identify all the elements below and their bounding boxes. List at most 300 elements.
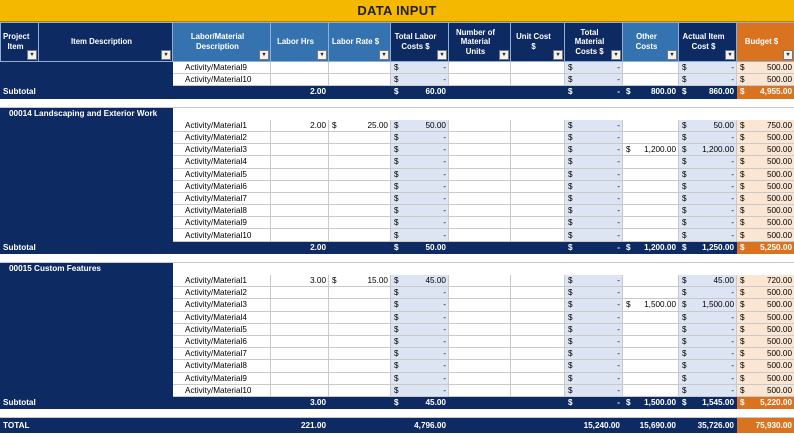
- currency-symbol: $: [682, 63, 687, 73]
- project-item-cell: [1, 192, 39, 204]
- budget-total: [737, 396, 794, 408]
- budget-cell[interactable]: [737, 205, 794, 217]
- project-item-cell: [1, 62, 39, 74]
- unit-cost-cell[interactable]: [511, 217, 565, 229]
- activity-cell[interactable]: Activity/Material9: [173, 217, 271, 229]
- material-units-cell[interactable]: [449, 74, 511, 86]
- labor-hrs-cell[interactable]: [271, 74, 329, 86]
- labor-hrs-cell[interactable]: 3.00: [271, 275, 329, 287]
- cell-value: -: [617, 373, 620, 383]
- labor-hrs-cell[interactable]: [271, 372, 329, 384]
- labor-rate-cell[interactable]: [329, 156, 391, 168]
- actual-cost-cell: [679, 335, 737, 347]
- cell-value: 500.00: [766, 169, 792, 179]
- activity-cell[interactable]: Activity/Material5: [173, 168, 271, 180]
- table-row: [1, 287, 794, 299]
- activity-cell[interactable]: Activity/Material10: [173, 74, 271, 86]
- item-description-cell: [39, 192, 173, 204]
- material-units-cell[interactable]: [449, 323, 511, 335]
- table-row: [1, 144, 794, 156]
- other-costs-cell[interactable]: [623, 168, 679, 180]
- total-material-cell: [565, 62, 623, 74]
- table-row: [1, 323, 794, 335]
- budget-cell[interactable]: [737, 74, 794, 86]
- labor-rate-cell[interactable]: [329, 74, 391, 86]
- currency-symbol: $: [394, 276, 399, 286]
- activity-cell[interactable]: Activity/Material7: [173, 348, 271, 360]
- unit-cost-cell[interactable]: [511, 372, 565, 384]
- currency-symbol: $: [394, 324, 399, 334]
- labor-rate-cell[interactable]: [329, 168, 391, 180]
- cell-value: -: [443, 181, 446, 191]
- labor-hrs-cell[interactable]: [271, 144, 329, 156]
- cell-value: -: [617, 87, 620, 97]
- activity-cell[interactable]: Activity/Material10: [173, 229, 271, 241]
- total-labor-cell: [391, 229, 449, 241]
- currency-symbol: $: [626, 397, 631, 407]
- other-costs-cell[interactable]: [623, 335, 679, 347]
- labor-rate-cell[interactable]: [329, 323, 391, 335]
- cell-value: -: [617, 300, 620, 310]
- labor-rate-cell[interactable]: [329, 372, 391, 384]
- activity-cell[interactable]: Activity/Material6: [173, 335, 271, 347]
- activity-cell[interactable]: Activity/Material7: [173, 192, 271, 204]
- unit-cost-cell[interactable]: [511, 74, 565, 86]
- cell-value: -: [617, 337, 620, 347]
- header-unit-cost: Unit Cost $ ▾: [511, 23, 565, 62]
- budget-cell[interactable]: [737, 287, 794, 299]
- unit-cost-cell[interactable]: [511, 168, 565, 180]
- cell-value: -: [443, 193, 446, 203]
- cell-value: -: [617, 385, 620, 395]
- currency-symbol: $: [682, 120, 687, 130]
- currency-symbol: $: [568, 230, 573, 240]
- labor-rate-cell[interactable]: [329, 311, 391, 323]
- activity-cell[interactable]: Activity/Material6: [173, 180, 271, 192]
- other-costs-cell[interactable]: [623, 217, 679, 229]
- material-units-cell[interactable]: [449, 205, 511, 217]
- labor-hrs-cell[interactable]: [271, 323, 329, 335]
- unit-cost-cell[interactable]: [511, 144, 565, 156]
- filter-dropdown-icon[interactable]: ▾: [437, 50, 447, 60]
- unit-cost-cell[interactable]: [511, 192, 565, 204]
- labor-rate-cell[interactable]: [329, 119, 391, 131]
- material-units-cell[interactable]: [449, 335, 511, 347]
- cell-value: 500.00: [766, 385, 792, 395]
- material-units-cell[interactable]: [449, 62, 511, 74]
- subtotal-row: [1, 86, 794, 98]
- budget-cell[interactable]: [737, 323, 794, 335]
- cell-value: -: [443, 206, 446, 216]
- unit-cost-cell[interactable]: [511, 119, 565, 131]
- labor-hrs-cell[interactable]: [271, 287, 329, 299]
- table-row: [1, 360, 794, 372]
- currency-symbol: $: [394, 242, 399, 252]
- cell-value: 25.00: [367, 120, 388, 130]
- labor-hrs-cell[interactable]: [271, 192, 329, 204]
- unit-cost-cell[interactable]: [511, 348, 565, 360]
- unit-cost-cell[interactable]: [511, 156, 565, 168]
- labor-rate-cell[interactable]: [329, 192, 391, 204]
- currency-symbol: $: [682, 145, 687, 155]
- unit-cost-cell[interactable]: [511, 287, 565, 299]
- cell-value: -: [731, 361, 734, 371]
- labor-hrs-cell[interactable]: [271, 311, 329, 323]
- currency-symbol: $: [568, 75, 573, 85]
- item-description-cell: [39, 119, 173, 131]
- cell-value: -: [617, 361, 620, 371]
- material-units-cell[interactable]: [449, 311, 511, 323]
- labor-rate-cell[interactable]: [329, 217, 391, 229]
- subtotal-label: Subtotal: [1, 241, 271, 253]
- budget-total: [737, 241, 794, 253]
- activity-cell[interactable]: Activity/Material3: [173, 299, 271, 311]
- unit-cost-cell[interactable]: [511, 205, 565, 217]
- currency-symbol: $: [568, 157, 573, 167]
- item-description-cell: [39, 144, 173, 156]
- budget-cell[interactable]: [737, 168, 794, 180]
- currency-symbol: $: [568, 337, 573, 347]
- material-units-cell[interactable]: [449, 299, 511, 311]
- filter-dropdown-icon[interactable]: ▾: [611, 50, 621, 60]
- unit-cost-cell[interactable]: [511, 323, 565, 335]
- cell-value: -: [731, 288, 734, 298]
- labor-hrs-cell[interactable]: [271, 156, 329, 168]
- other-costs-cell[interactable]: [623, 180, 679, 192]
- labor-rate-cell[interactable]: [329, 360, 391, 372]
- other-costs-cell[interactable]: [623, 275, 679, 287]
- material-units-cell[interactable]: [449, 360, 511, 372]
- labor-rate-cell[interactable]: [329, 335, 391, 347]
- currency-symbol: $: [682, 193, 687, 203]
- sheet-title: DATA INPUT: [0, 0, 794, 22]
- labor-hrs-cell[interactable]: [271, 217, 329, 229]
- subtotal-label: Subtotal: [1, 396, 271, 408]
- filter-dropdown-icon[interactable]: ▾: [499, 50, 509, 60]
- labor-hrs-cell[interactable]: [271, 229, 329, 241]
- currency-symbol: $: [568, 373, 573, 383]
- unit-cost-cell[interactable]: [511, 62, 565, 74]
- activity-cell[interactable]: Activity/Material1: [173, 275, 271, 287]
- other-costs-cell[interactable]: [623, 323, 679, 335]
- currency-symbol: $: [626, 242, 631, 252]
- material-units-cell[interactable]: [449, 348, 511, 360]
- labor-rate-cell[interactable]: [329, 299, 391, 311]
- material-units-cell[interactable]: [449, 217, 511, 229]
- labor-hrs-cell[interactable]: [271, 205, 329, 217]
- currency-symbol: $: [568, 63, 573, 73]
- filter-dropdown-icon[interactable]: ▾: [783, 50, 793, 60]
- project-item-cell: [1, 168, 39, 180]
- other-costs-cell[interactable]: [623, 360, 679, 372]
- currency-symbol: $: [740, 385, 745, 395]
- material-units-cell[interactable]: [449, 168, 511, 180]
- currency-symbol: $: [568, 181, 573, 191]
- budget-cell[interactable]: [737, 335, 794, 347]
- cell-value: 1,500.00: [644, 397, 676, 407]
- header-total-labor-costs: Total Labor Costs $ ▾: [391, 23, 449, 62]
- filter-dropdown-icon[interactable]: ▾: [161, 50, 171, 60]
- budget-cell[interactable]: [737, 144, 794, 156]
- other-costs-cell[interactable]: [623, 229, 679, 241]
- table-row: [1, 168, 794, 180]
- currency-symbol: $: [740, 230, 745, 240]
- budget-cell[interactable]: [737, 192, 794, 204]
- header-labor-material-description: Labor/Material Description ▾: [173, 23, 271, 62]
- budget-cell[interactable]: [737, 348, 794, 360]
- total-labor-cell: [391, 299, 449, 311]
- budget-cell[interactable]: [737, 62, 794, 74]
- labor-hrs-cell[interactable]: [271, 131, 329, 143]
- item-description-cell: [39, 180, 173, 192]
- project-item-cell: [1, 131, 39, 143]
- material-units-cell[interactable]: [449, 144, 511, 156]
- other-costs-cell[interactable]: [623, 74, 679, 86]
- unit-cost-cell[interactable]: [511, 299, 565, 311]
- material-units-cell[interactable]: [449, 275, 511, 287]
- cell-value: -: [731, 169, 734, 179]
- cell-value: 60.00: [425, 87, 446, 97]
- filter-dropdown-icon[interactable]: ▾: [317, 50, 327, 60]
- cell-value: -: [617, 133, 620, 143]
- activity-cell[interactable]: Activity/Material1: [173, 119, 271, 131]
- cell-value: 500.00: [766, 349, 792, 359]
- cell-value: 500.00: [766, 337, 792, 347]
- currency-symbol: $: [682, 373, 687, 383]
- actual-cost-cell: [679, 360, 737, 372]
- budget-cell[interactable]: [737, 275, 794, 287]
- labor-rate-cell[interactable]: [329, 205, 391, 217]
- labor-hrs-cell[interactable]: [271, 168, 329, 180]
- total-material-cell: [565, 360, 623, 372]
- total-material-cell: [565, 275, 623, 287]
- activity-cell[interactable]: Activity/Material9: [173, 62, 271, 74]
- labor-hrs-cell[interactable]: [271, 335, 329, 347]
- labor-hrs-cell[interactable]: [271, 180, 329, 192]
- labor-rate-cell[interactable]: [329, 287, 391, 299]
- unit-cost-total: [511, 86, 565, 98]
- cell-value: -: [731, 206, 734, 216]
- other-costs-cell[interactable]: [623, 348, 679, 360]
- currency-symbol: $: [740, 324, 745, 334]
- item-description-cell: [39, 287, 173, 299]
- filter-dropdown-icon[interactable]: ▾: [553, 50, 563, 60]
- other-costs-cell[interactable]: [623, 287, 679, 299]
- other-costs-cell[interactable]: [623, 311, 679, 323]
- currency-symbol: $: [740, 242, 745, 252]
- unit-cost-cell[interactable]: [511, 384, 565, 396]
- total-material-cell: [565, 119, 623, 131]
- budget-cell[interactable]: [737, 311, 794, 323]
- cell-value: 720.00: [766, 276, 792, 286]
- currency-symbol: $: [740, 349, 745, 359]
- filter-dropdown-icon[interactable]: ▾: [27, 50, 37, 60]
- activity-cell[interactable]: Activity/Material8: [173, 205, 271, 217]
- other-costs-cell[interactable]: [623, 372, 679, 384]
- total-labor-cell: [391, 360, 449, 372]
- header-row: [1, 23, 794, 62]
- unit-cost-cell[interactable]: [511, 229, 565, 241]
- other-costs-cell[interactable]: [623, 384, 679, 396]
- budget-cell[interactable]: [737, 156, 794, 168]
- budget-cell[interactable]: [737, 180, 794, 192]
- activity-cell[interactable]: Activity/Material5: [173, 323, 271, 335]
- labor-rate-cell[interactable]: [329, 131, 391, 143]
- cell-value: -: [617, 349, 620, 359]
- cell-value: 1,200.00: [644, 145, 676, 155]
- currency-symbol: $: [740, 337, 745, 347]
- activity-cell[interactable]: Activity/Material8: [173, 360, 271, 372]
- labor-hrs-cell[interactable]: [271, 384, 329, 396]
- item-description-cell: [39, 168, 173, 180]
- budget-cell[interactable]: [737, 372, 794, 384]
- cell-value: -: [617, 230, 620, 240]
- material-units-cell[interactable]: [449, 180, 511, 192]
- unit-cost-cell[interactable]: [511, 131, 565, 143]
- unit-cost-cell[interactable]: [511, 335, 565, 347]
- unit-cost-cell[interactable]: [511, 180, 565, 192]
- activity-cell[interactable]: Activity/Material10: [173, 384, 271, 396]
- cell-value: -: [443, 324, 446, 334]
- currency-symbol: $: [394, 230, 399, 240]
- total-material-cell: [565, 168, 623, 180]
- budget-cell[interactable]: [737, 360, 794, 372]
- currency-symbol: $: [682, 337, 687, 347]
- project-item-cell: [1, 335, 39, 347]
- actual-cost-cell: [679, 62, 737, 74]
- section-label: 00015 Custom Features: [1, 262, 173, 274]
- currency-symbol: $: [740, 169, 745, 179]
- budget-cell[interactable]: [737, 217, 794, 229]
- material-units-cell[interactable]: [449, 192, 511, 204]
- currency-symbol: $: [568, 242, 573, 252]
- activity-cell[interactable]: Activity/Material3: [173, 144, 271, 156]
- labor-rate-cell[interactable]: [329, 384, 391, 396]
- currency-symbol: $: [682, 157, 687, 167]
- total-labor-cell: [391, 335, 449, 347]
- currency-symbol: $: [626, 87, 631, 97]
- filter-dropdown-icon[interactable]: ▾: [379, 50, 389, 60]
- header-number-material-units: Number of Material Units ▾: [449, 23, 511, 62]
- budget-cell[interactable]: [737, 384, 794, 396]
- cell-value: -: [617, 63, 620, 73]
- material-units-cell[interactable]: [449, 131, 511, 143]
- currency-symbol: $: [568, 300, 573, 310]
- actual-cost-cell: [679, 192, 737, 204]
- currency-symbol: $: [682, 361, 687, 371]
- labor-hrs-cell[interactable]: [271, 348, 329, 360]
- cell-value: 500.00: [766, 145, 792, 155]
- header-labor-hrs: Labor Hrs ▾: [271, 23, 329, 62]
- labor-rate-cell[interactable]: [329, 275, 391, 287]
- other-costs-cell[interactable]: [623, 192, 679, 204]
- budget-cell[interactable]: [737, 229, 794, 241]
- labor-hrs-cell[interactable]: [271, 62, 329, 74]
- cell-value: -: [617, 288, 620, 298]
- currency-symbol: $: [682, 300, 687, 310]
- unit-cost-cell[interactable]: [511, 360, 565, 372]
- material-units-cell[interactable]: [449, 287, 511, 299]
- currency-symbol: $: [682, 324, 687, 334]
- project-item-cell: [1, 360, 39, 372]
- header-labor-rate: Labor Rate $ ▾: [329, 23, 391, 62]
- activity-cell[interactable]: Activity/Material4: [173, 156, 271, 168]
- labor-rate-cell[interactable]: [329, 144, 391, 156]
- other-costs-cell[interactable]: [623, 205, 679, 217]
- filter-dropdown-icon[interactable]: ▾: [725, 50, 735, 60]
- table-row: [1, 180, 794, 192]
- unit-cost-cell[interactable]: [511, 311, 565, 323]
- filter-dropdown-icon[interactable]: ▾: [259, 50, 269, 60]
- header-budget: Budget $ ▾: [737, 23, 794, 62]
- other-costs-cell[interactable]: [623, 131, 679, 143]
- item-description-cell: [39, 299, 173, 311]
- currency-symbol: $: [394, 300, 399, 310]
- other-costs-cell[interactable]: [623, 144, 679, 156]
- header-other-costs: Other Costs ▾: [623, 23, 679, 62]
- actual-cost-total: 35,726.00: [679, 418, 737, 433]
- currency-symbol: $: [394, 397, 399, 407]
- material-units-cell[interactable]: [449, 119, 511, 131]
- activity-cell[interactable]: Activity/Material4: [173, 311, 271, 323]
- cell-value: -: [617, 120, 620, 130]
- material-units-cell[interactable]: [449, 384, 511, 396]
- other-costs-cell[interactable]: [623, 62, 679, 74]
- labor-rate-cell[interactable]: [329, 348, 391, 360]
- labor-rate-cell[interactable]: [329, 229, 391, 241]
- activity-cell[interactable]: Activity/Material2: [173, 131, 271, 143]
- unit-cost-cell[interactable]: [511, 275, 565, 287]
- total-material-cell: [565, 156, 623, 168]
- material-units-cell[interactable]: [449, 372, 511, 384]
- material-units-total: [449, 396, 511, 408]
- other-costs-cell[interactable]: [623, 156, 679, 168]
- cell-value: 500.00: [766, 230, 792, 240]
- labor-hrs-total: 2.00: [271, 241, 329, 253]
- spacer-row: [1, 253, 794, 262]
- cell-value: -: [617, 145, 620, 155]
- activity-cell[interactable]: Activity/Material2: [173, 287, 271, 299]
- other-costs-cell[interactable]: [623, 299, 679, 311]
- budget-cell[interactable]: [737, 299, 794, 311]
- filter-dropdown-icon[interactable]: ▾: [667, 50, 677, 60]
- material-units-cell[interactable]: [449, 229, 511, 241]
- project-item-cell: [1, 156, 39, 168]
- labor-rate-cell[interactable]: [329, 62, 391, 74]
- activity-cell[interactable]: Activity/Material9: [173, 372, 271, 384]
- item-description-cell: [39, 335, 173, 347]
- cell-value: 1,200.00: [702, 145, 734, 155]
- budget-cell[interactable]: [737, 119, 794, 131]
- labor-rate-cell[interactable]: [329, 180, 391, 192]
- budget-cell[interactable]: [737, 131, 794, 143]
- material-units-cell[interactable]: [449, 156, 511, 168]
- labor-hrs-cell[interactable]: 2.00: [271, 119, 329, 131]
- labor-hrs-cell[interactable]: [271, 360, 329, 372]
- actual-cost-cell: [679, 131, 737, 143]
- currency-symbol: $: [394, 373, 399, 383]
- labor-rate-total: [329, 86, 391, 98]
- other-costs-cell[interactable]: [623, 119, 679, 131]
- table-row: [1, 131, 794, 143]
- currency-symbol: $: [682, 181, 687, 191]
- currency-symbol: $: [740, 87, 745, 97]
- item-description-cell: [39, 323, 173, 335]
- labor-hrs-cell[interactable]: [271, 299, 329, 311]
- total-material-cell: [565, 180, 623, 192]
- project-item-cell: [1, 372, 39, 384]
- header-item-description: Item Description ▾: [39, 23, 173, 62]
